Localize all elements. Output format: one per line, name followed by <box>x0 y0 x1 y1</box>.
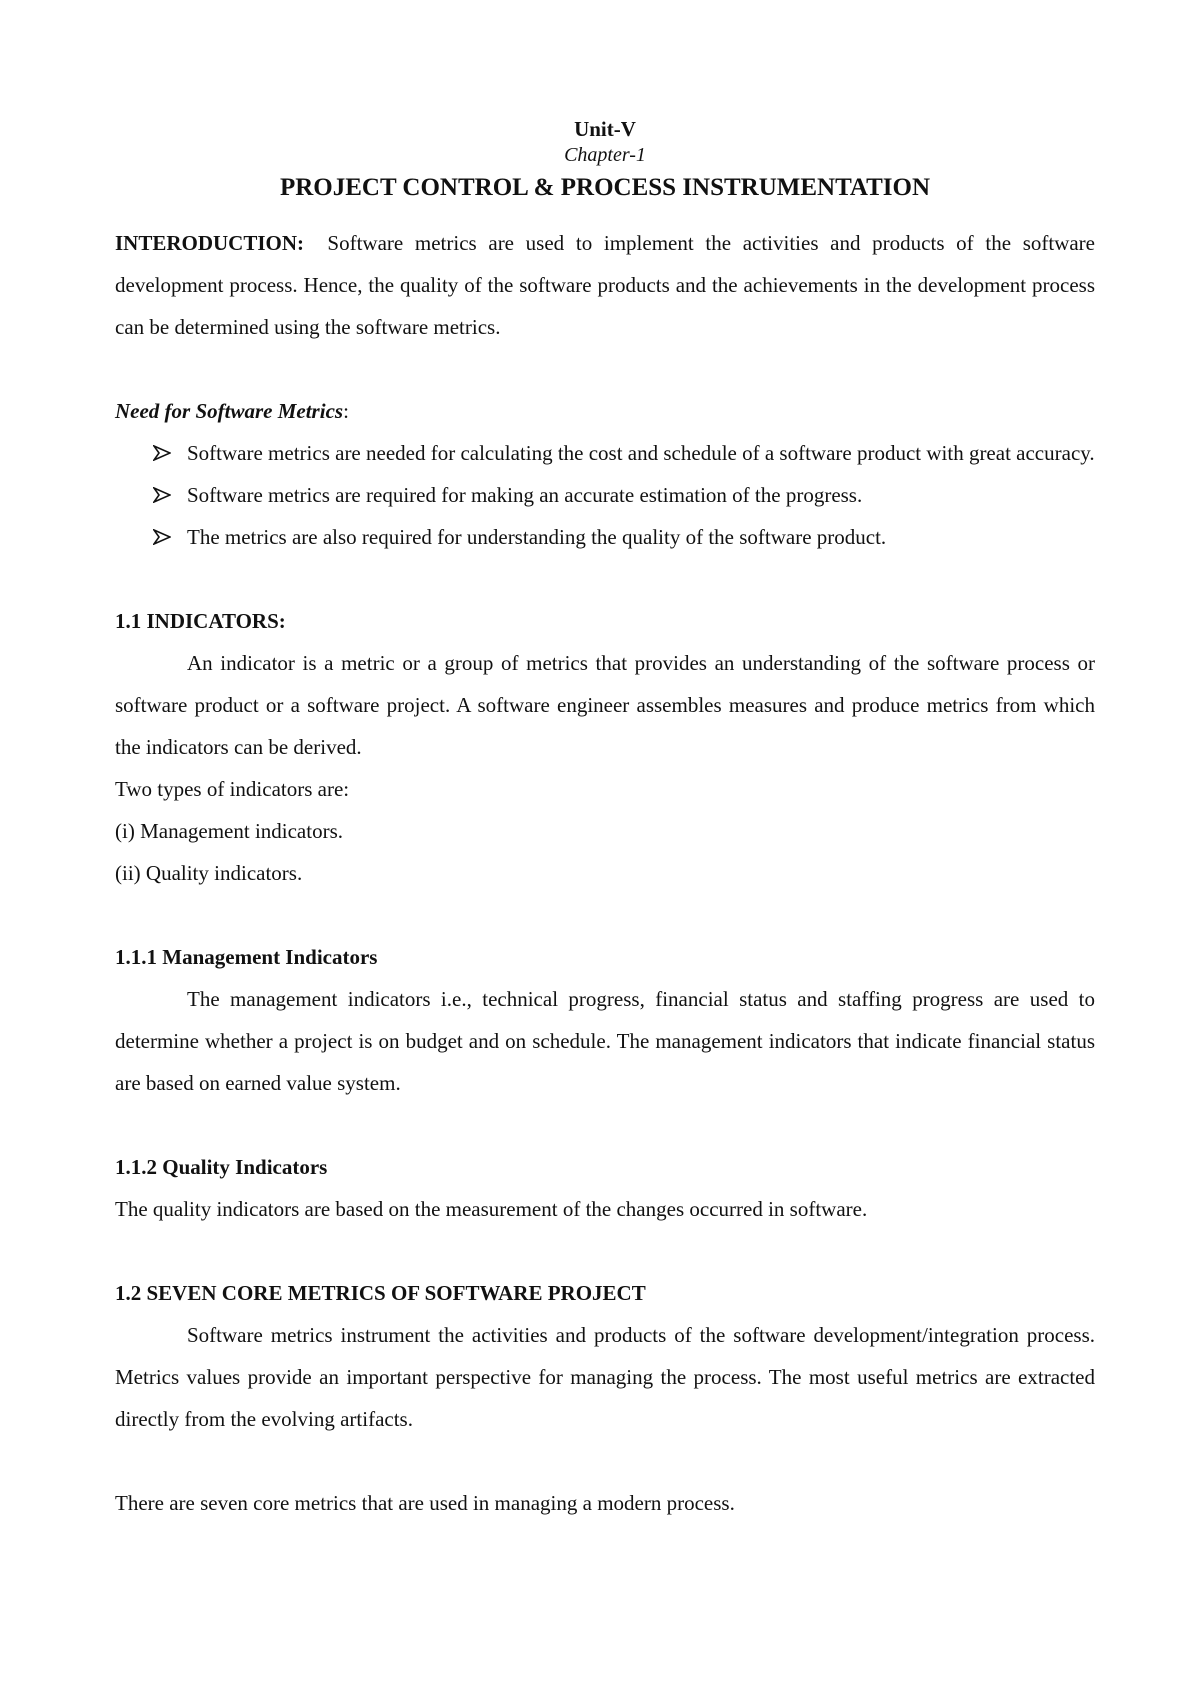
spacer <box>115 1440 1095 1482</box>
quality-paragraph: The quality indicators are based on the measurement of the changes occurred in software. <box>115 1197 868 1221</box>
spacer <box>115 894 1095 936</box>
need-heading-text: Need for Software Metrics <box>115 399 344 423</box>
spacer <box>115 558 1095 600</box>
list-item <box>151 474 1095 516</box>
indicators-type-quality: (ii) Quality indicators. <box>115 861 303 885</box>
list-item <box>151 432 1095 474</box>
management-heading: 1.1.1 Management Indicators <box>115 945 378 969</box>
need-bullet-text: Software metrics are needed for calculating the cost and schedule of a software product with great accuracy. <box>187 441 1095 465</box>
chapter-heading: Chapter-1 <box>564 144 646 166</box>
core-metrics-heading: 1.2 SEVEN CORE METRICS OF SOFTWARE PROJECT <box>115 1281 646 1305</box>
intro-paragraph <box>115 222 1095 348</box>
indicators-types-intro: Two types of indicators are: <box>115 777 350 801</box>
core-metrics-paragraph: Software metrics instrument the activities and products of the software development/integration process. Metrics values provide an important perspective for managing the process. The most useful metrics are extracted directly from the evolving artifacts. <box>115 1323 1095 1431</box>
need-heading-colon: : <box>343 399 349 423</box>
management-paragraph: The management indicators i.e., technical progress, financial status and staffing progress are used to determine whether a project is on budget and on schedule. The management indicators that indicate financial status are based on earned value system. <box>115 987 1095 1095</box>
need-bullet-list <box>115 432 1095 558</box>
unit-heading: Unit-V <box>574 117 636 141</box>
intro-text: Software metrics are used to implement the activities and products of the software development process. Hence, the quality of the software products and the achievements in the development process can be determined using the software metrics. <box>115 231 1095 339</box>
document-body <box>115 110 1095 1524</box>
need-heading <box>115 390 1095 432</box>
indicators-heading: 1.1 INDICATORS: <box>115 609 286 633</box>
spacer <box>115 348 1095 390</box>
core-metrics-closing: There are seven core metrics that are used in managing a modern process. <box>115 1491 735 1515</box>
indicators-paragraph: An indicator is a metric or a group of metrics that provides an understanding of the software process or software product or a software project. A software engineer assembles measures and produce metrics from which the indicators can be derived. <box>115 651 1095 759</box>
list-item <box>151 516 1095 558</box>
arrow-bullet-icon <box>151 516 175 558</box>
quality-heading: 1.1.2 Quality Indicators <box>115 1155 328 1179</box>
page-title: PROJECT CONTROL & PROCESS INSTRUMENTATION <box>279 174 931 201</box>
spacer <box>115 1230 1095 1272</box>
need-bullet-text: The metrics are also required for understanding the quality of the software product. <box>187 525 887 549</box>
arrow-bullet-icon <box>151 474 175 516</box>
arrow-bullet-icon <box>151 432 175 474</box>
indicators-type-management: (i) Management indicators. <box>115 819 344 843</box>
intro-label: INTERODUCTION: <box>115 231 305 255</box>
spacer <box>115 1104 1095 1146</box>
need-bullet-text: Software metrics are required for making an accurate estimation of the progress. <box>187 483 863 507</box>
